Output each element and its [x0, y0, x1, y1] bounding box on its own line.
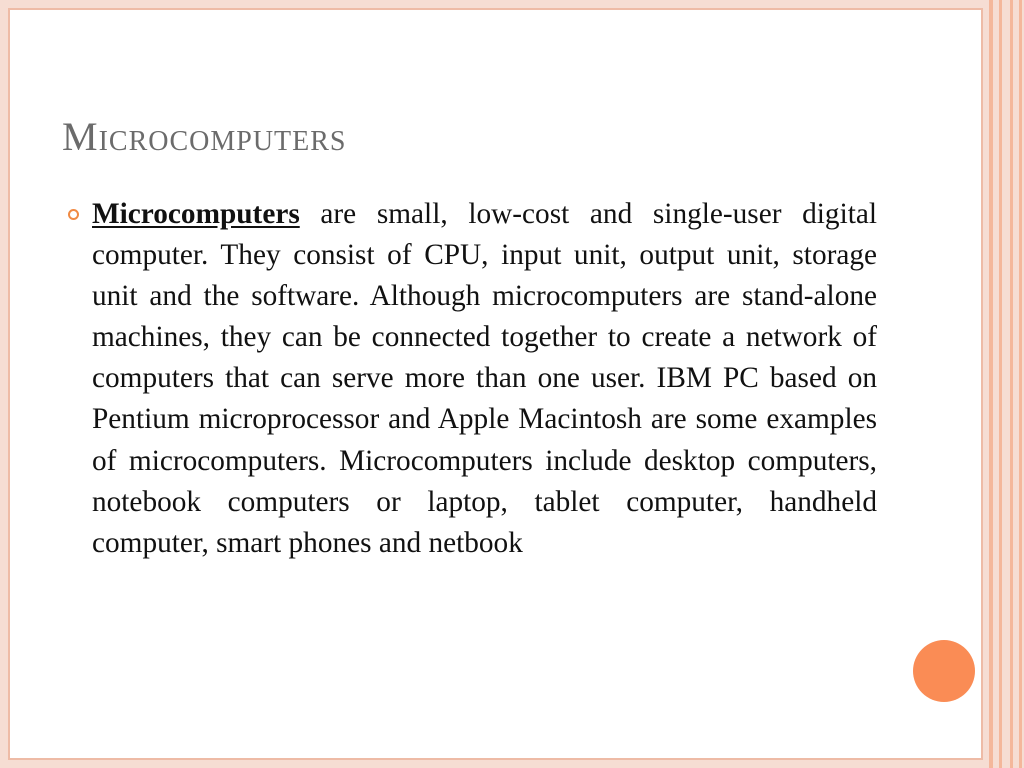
bullet-paragraph — [92, 194, 877, 564]
decorative-circle — [913, 640, 975, 702]
decorative-stripe — [1010, 0, 1013, 768]
bullet-ring-icon — [68, 209, 79, 220]
slide-canvas — [10, 10, 981, 758]
bullet-body-text: are small, low-cost and single-user digital computer. They consist of CPU, input unit, output unit, storage unit and the software. Although microcomputers are stand-alone machines, they can be connected together to create a network of computers that can serve more than one user. IBM PC based on Pentium microprocessor and Apple Macintosh are some examples of microcomputers. Microcomputers include desktop computers, notebook computers or laptop, tablet computer, handheld computer, smart phones and netbook — [92, 198, 877, 559]
decorative-stripe — [1019, 0, 1022, 768]
decorative-stripe — [989, 0, 993, 768]
bullet-term: Microcomputers — [92, 198, 300, 230]
decorative-stripe — [999, 0, 1002, 768]
slide-title: Microcomputers — [62, 114, 347, 159]
